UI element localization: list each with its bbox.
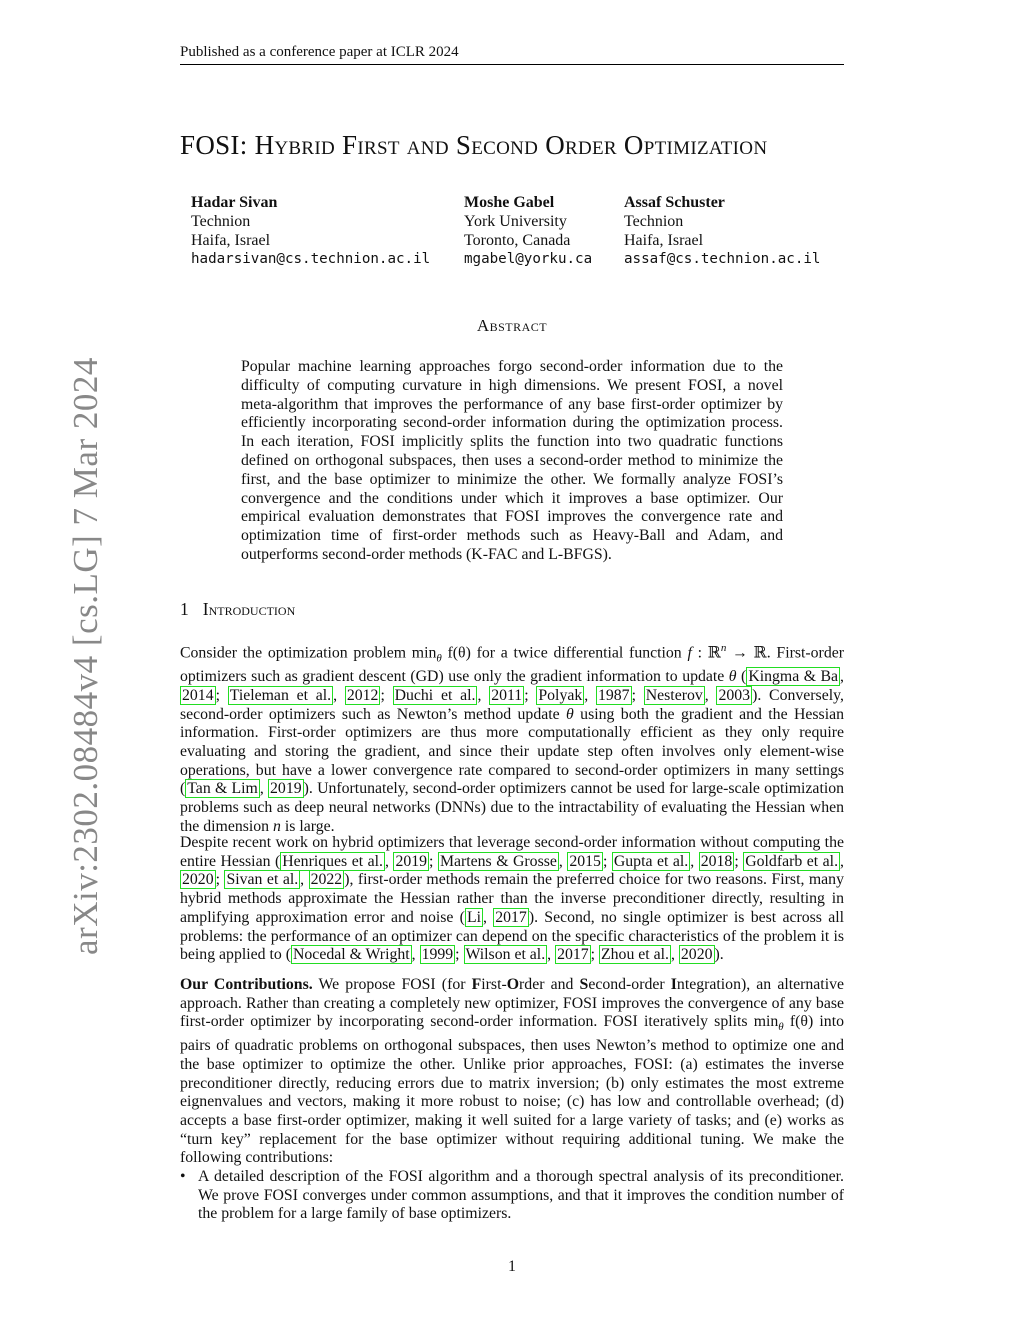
- section-heading: [180, 599, 295, 620]
- arxiv-id: arXiv:2302.08484v4 [cs.LG] 7 Mar 2024: [66, 357, 105, 955]
- text-run: : ℝ: [691, 644, 721, 662]
- intro-paragraph-2: Despite recent work on hybrid optimizers that leverage second-order information without computing the entire Hessian ( Henriques et al. , 2019 ; Martens & Grosse , 2015 ; Gupta et al. , 2018 ; Goldfarb et al. , 2020 ; Sivan et al. , 2022 ), first-order methods remain the preferred choice for two reasons. First, many hybrid methods approximate the Hessian rather than the inverse preconditioner directly, resulting in amplifying approximation error and noise ( Li , 2017 ). Second, no single optimizer is best across all problems: the performance of an optimizer can depend on the specific characteristics of the problem it is being applied to ( Nocedal & Wright , 1999 ; Wilson et al. , 2017 ; Zhou et al. , 2020 ).: [180, 834, 844, 964]
- abstract-text: Popular machine learning approaches forgo second-order information due to the difficulty of computing curvature in high dimensions. We present FOSI, a novel meta-algorithm that improves the performance of any base first-order optimizer by efficiently incorporating second-order information during the optimization process. In each iteration, FOSI implicitly splits the function into two quadratic functions defined on orthogonal subspaces, then uses a second-order method to minimize the first, and the base optimizer to minimize the other. We formally analyze FOSI’s convergence and the conditions under which it improves a base optimizer. Our empirical evaluation demonstrates that FOSI improves the convergence rate and optimization time of first-order methods such as Heavy-Ball and Adam, and outperforms second-order methods (K-FAC and L-BFGS).: [241, 358, 783, 563]
- text-run: We propose FOSI (for: [312, 976, 472, 993]
- title-main: Hybrid First and Second Order Optimization: [254, 130, 768, 160]
- author-block: [191, 193, 430, 269]
- text-run: is large.: [280, 817, 335, 835]
- citation-link[interactable]: Sivan et al.: [226, 871, 299, 889]
- author-location: Haifa, Israel: [624, 232, 704, 249]
- section-number: 1: [180, 599, 189, 619]
- citation-link[interactable]: Duchi et al.: [394, 686, 476, 704]
- contribution-bullet: [180, 1168, 844, 1224]
- text-run: (: [736, 668, 747, 686]
- citation-link[interactable]: Wilson et al.: [465, 946, 546, 964]
- citation-link[interactable]: Tan & Lim: [187, 780, 258, 798]
- citation-link[interactable]: Zhou et al.: [601, 946, 669, 964]
- citation-link[interactable]: 2020: [680, 946, 713, 964]
- math-theta: θ: [778, 1021, 784, 1034]
- math-f: f: [687, 644, 692, 662]
- citation-link[interactable]: Li: [466, 908, 481, 926]
- citation-link[interactable]: 2015: [569, 852, 601, 870]
- citation-link[interactable]: 2014: [182, 686, 214, 704]
- text-run: ), first-order methods remain the preferred choice for two reasons. First, many hybrid methods approximate the Hessian rather than the inverse preconditioner directly, resulting in amplifying approximation error and noise (: [180, 871, 844, 926]
- text-run: Consider the optimization problem min: [180, 644, 437, 662]
- text-run: → ℝ. First-order optimizers such as gradient descent (GD) use only the gradient information to update: [180, 644, 844, 686]
- author-location: Haifa, Israel: [191, 232, 271, 249]
- text-run: f(θ) for a twice differential function: [441, 644, 688, 662]
- section-title: Introduction: [202, 599, 296, 619]
- arxiv-watermark: [14, 355, 105, 955]
- math-theta: θ: [566, 705, 574, 723]
- text-run: Despite recent work on hybrid optimizers that leverage second-order information without computing the entire Hessian (: [180, 834, 844, 870]
- citation-link[interactable]: 2022: [310, 871, 343, 889]
- citation-link[interactable]: 2011: [491, 686, 523, 704]
- citation-link[interactable]: Nocedal & Wright: [293, 946, 410, 964]
- math-theta: θ: [728, 668, 737, 686]
- intro-paragraph-1: Consider the optimization problem $\min_\theta f(\theta)$ for a twice differential function f : ℝ$^n$ → ℝ. First-order optimizers such as gradient descent (GD) use only the gradient information to update θ ( Kingma & Ba , 2014 ; Tieleman et al. , 2012 ; Duchi et al. , 2011 ; Polyak , 1987 ; Nesterov , 2003 ). Conversely, second-order optimizers such as Newton’s method update θ using both the gradient and the Hessian information. First-order optimizers are thus more computationally efficient as they only require evaluating and storing the gradient, and since their update step often involves only element-wise operations, but have a lower convergence rate compared to second-order optimizers in many settings ( Tan & Lim , 2019 ). Unfortunately, second-order optimizers cannot be used for large-scale optimization problems such as deep neural networks (DNNs) due to the intractability of evaluating the Hessian when the dimension n is large.: [180, 642, 845, 835]
- math-theta: θ: [436, 652, 442, 665]
- text-run: ).: [714, 946, 724, 964]
- citation-link[interactable]: 2019: [395, 852, 428, 870]
- author-affiliation: Technion: [191, 213, 251, 230]
- bullet-text: A detailed description of the FOSI algorithm and a thorough spectral analysis of its preconditioner. We prove FOSI converges under common assumptions, and that it improves the condition number of the problem for a large family of base optimizers.: [198, 1168, 844, 1223]
- paper-title: [180, 130, 767, 161]
- text-run: irst-: [481, 976, 507, 993]
- citation-link[interactable]: Kingma & Ba: [748, 668, 839, 686]
- citation-link[interactable]: 1999: [421, 946, 454, 964]
- text-run: ). Second, no single optimizer is best across all problems: the performance of an optimizer can depend on the specific characteristics of the problem it is being applied to (: [180, 908, 844, 964]
- bullet-icon: •: [180, 1168, 186, 1185]
- acronym-letter: I: [670, 976, 677, 993]
- author-affiliation: Technion: [624, 213, 684, 230]
- citation-link[interactable]: 1987: [597, 686, 630, 704]
- page-number: 1: [508, 1258, 516, 1275]
- citation-link[interactable]: Goldfarb et al.: [745, 852, 839, 870]
- paragraph-heading: Our Contributions.: [180, 976, 313, 993]
- author-email[interactable]: hadarsivan@cs.technion.ac.il: [191, 251, 431, 267]
- text-run: ntegration), an alternative approach. Rather than creating a completely new optimizer, FOSI improves the convergence of any base first-order optimizer by incorporating second-order information. FOSI iteratively splits min: [180, 976, 844, 1031]
- acronym-letter: F: [471, 976, 482, 993]
- citation-link[interactable]: Gupta et al.: [613, 852, 689, 870]
- text-run: using both the gradient and the Hessian information. First-order optimizers are thus more computationally efficient as they only require evaluating and storing the gradient, and since their update step often involves only element-wise operations, but have a lower convergence rate compared to second-order optimizers in many settings (: [180, 705, 844, 798]
- text-run: rder and: [519, 976, 580, 993]
- citation-link[interactable]: 2017: [557, 946, 589, 964]
- citation-link[interactable]: Martens & Grosse: [439, 852, 557, 870]
- citation-link[interactable]: 2020: [182, 871, 214, 889]
- author-name: Moshe Gabel: [464, 194, 555, 211]
- citation-link[interactable]: Polyak: [538, 686, 583, 704]
- author-block: [624, 193, 820, 269]
- text-run: ). Conversely, second-order optimizers such as Newton’s method update: [180, 686, 844, 723]
- author-location: Toronto, Canada: [464, 232, 571, 249]
- author-affiliation: York University: [464, 213, 567, 230]
- citation-link[interactable]: 2019: [270, 780, 302, 798]
- math-n: n: [720, 642, 727, 654]
- text-run: f(θ) into pairs of quadratic problems on orthogonal subspaces, then uses Newton’s method to optimize one and the base optimizer to optimize the other. Unlike prior approaches, FOSI: (a) estimates the inverse preconditioner directly, reducing errors due to matrix inversion; (b) only estimates the most extreme eignenvalues and vectors, making it more robust to noise; (c) has low and controllable overhead; (d) accepts a base first-order optimizer, making it well suited for a large variety of tasks; and (e) works as “turn key” replacement for the base optimizer without requiring additional tuning. We make the following contributions:: [180, 1013, 844, 1167]
- author-email[interactable]: assaf@cs.technion.ac.il: [624, 251, 821, 267]
- citation-link[interactable]: Nesterov: [645, 686, 703, 704]
- math-n: n: [273, 817, 281, 835]
- running-header: Published as a conference paper at ICLR 2024: [180, 44, 844, 65]
- text-run: ). Unfortunately, second-order optimizers cannot be used for large-scale optimization problems such as deep neural networks (DNNs) due to the intractability of evaluating the Hessian when the dimension: [180, 780, 845, 835]
- citation-link[interactable]: 2018: [700, 852, 733, 870]
- contributions-paragraph: [180, 976, 844, 1168]
- author-email[interactable]: mgabel@yorku.ca: [464, 251, 593, 267]
- abstract-heading: Abstract: [476, 316, 548, 335]
- text-run: econd-order: [588, 976, 671, 993]
- title-prefix: FOSI:: [180, 130, 255, 160]
- author-name: Assaf Schuster: [624, 194, 725, 211]
- citation-link[interactable]: 2017: [495, 908, 527, 926]
- citation-link[interactable]: Tieleman et al.: [229, 686, 332, 704]
- citation-link[interactable]: 2003: [718, 686, 751, 704]
- citation-link[interactable]: 2012: [346, 686, 379, 704]
- acronym-letter: O: [506, 976, 520, 993]
- citation-link[interactable]: Henriques et al.: [282, 852, 383, 870]
- author-block: [464, 193, 592, 269]
- author-name: Hadar Sivan: [191, 194, 278, 211]
- acronym-letter: S: [579, 976, 589, 993]
